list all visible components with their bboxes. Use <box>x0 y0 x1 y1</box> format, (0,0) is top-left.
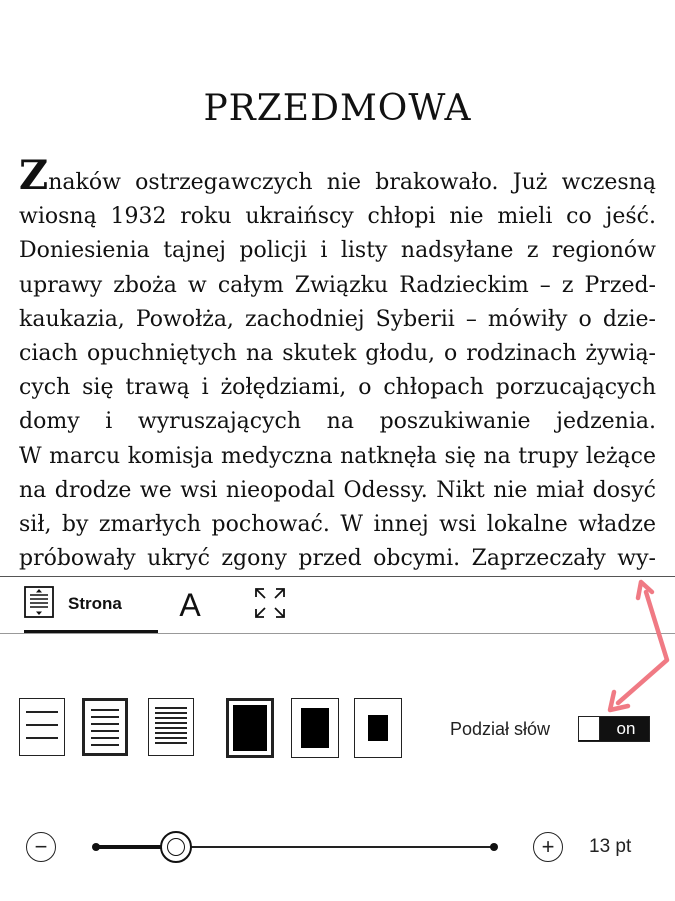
text-line: Doniesienia tajnej policji i listy nadsyłane z regionów <box>19 238 656 264</box>
increase-size-button[interactable] <box>533 832 563 862</box>
margin-small-option[interactable] <box>226 698 274 758</box>
font-icon: A <box>179 586 201 623</box>
fullscreen-icon <box>253 586 287 624</box>
text-line: na drodze we wsi nieopodal Odessy. Nikt nie miał dosyć <box>19 477 656 503</box>
margin-medium-option[interactable] <box>291 698 339 758</box>
line-spacing-wide-option[interactable] <box>19 698 65 756</box>
slider-end-dot <box>490 843 498 851</box>
text-line: kaukazia, Powołża, zachodniej Syberii – mówiły o dzie- <box>19 306 656 332</box>
slider-start-dot <box>92 843 100 851</box>
tab-page-label: Strona <box>68 593 122 613</box>
text-line: cych się trawą i żołędziami, o chłopach porzucających <box>19 375 656 401</box>
tab-page[interactable] <box>24 577 158 633</box>
font-size-value: 13 pt <box>589 836 632 857</box>
tab-font[interactable] <box>170 577 210 633</box>
minus-icon: − <box>34 834 48 859</box>
text-line: Znaków ostrzegawczych nie brakowało. Już wczesną <box>19 152 656 199</box>
drop-cap: Z <box>19 152 49 199</box>
toggle-state: on <box>616 719 636 738</box>
decrease-size-button[interactable] <box>26 832 56 862</box>
line-spacing-medium-option[interactable] <box>82 698 128 756</box>
book-text-body <box>19 152 656 576</box>
reading-settings-panel <box>0 576 675 901</box>
text-line: wiosną 1932 roku ukraińscy chłopi nie mieli co jeść. <box>19 204 656 230</box>
page-layout-icon <box>24 586 54 622</box>
text-line: ciach opuchniętych na skutek głodu, o rodzinach żywią- <box>19 340 656 366</box>
font-size-slider-thumb[interactable] <box>160 831 192 863</box>
text-line: W marcu komisja medyczna natknęła się na trupy leżące <box>19 443 656 469</box>
toggle-knob <box>579 717 600 740</box>
text-line: uprawy zboża w całym Związku Radzieckim – z Przed- <box>19 272 656 298</box>
hyphenation-toggle[interactable] <box>578 716 650 742</box>
margin-large-option[interactable] <box>354 698 402 758</box>
text-line: domy i wyruszających na poszukiwanie jedzenia. <box>19 409 656 435</box>
text-line: próbowały ukryć zgony przed obcymi. Zaprzeczały wy- <box>19 546 656 572</box>
settings-tabs <box>0 577 675 634</box>
hyphenation-label: Podział słów <box>450 719 551 739</box>
plus-icon: + <box>541 834 555 859</box>
text-line: sił, by zmarłych pochować. W innej wsi lokalne władze <box>19 511 656 537</box>
chapter-title: PRZEDMOWA <box>203 88 472 129</box>
line-spacing-narrow-option[interactable] <box>148 698 194 756</box>
tab-fullscreen[interactable] <box>250 577 290 633</box>
